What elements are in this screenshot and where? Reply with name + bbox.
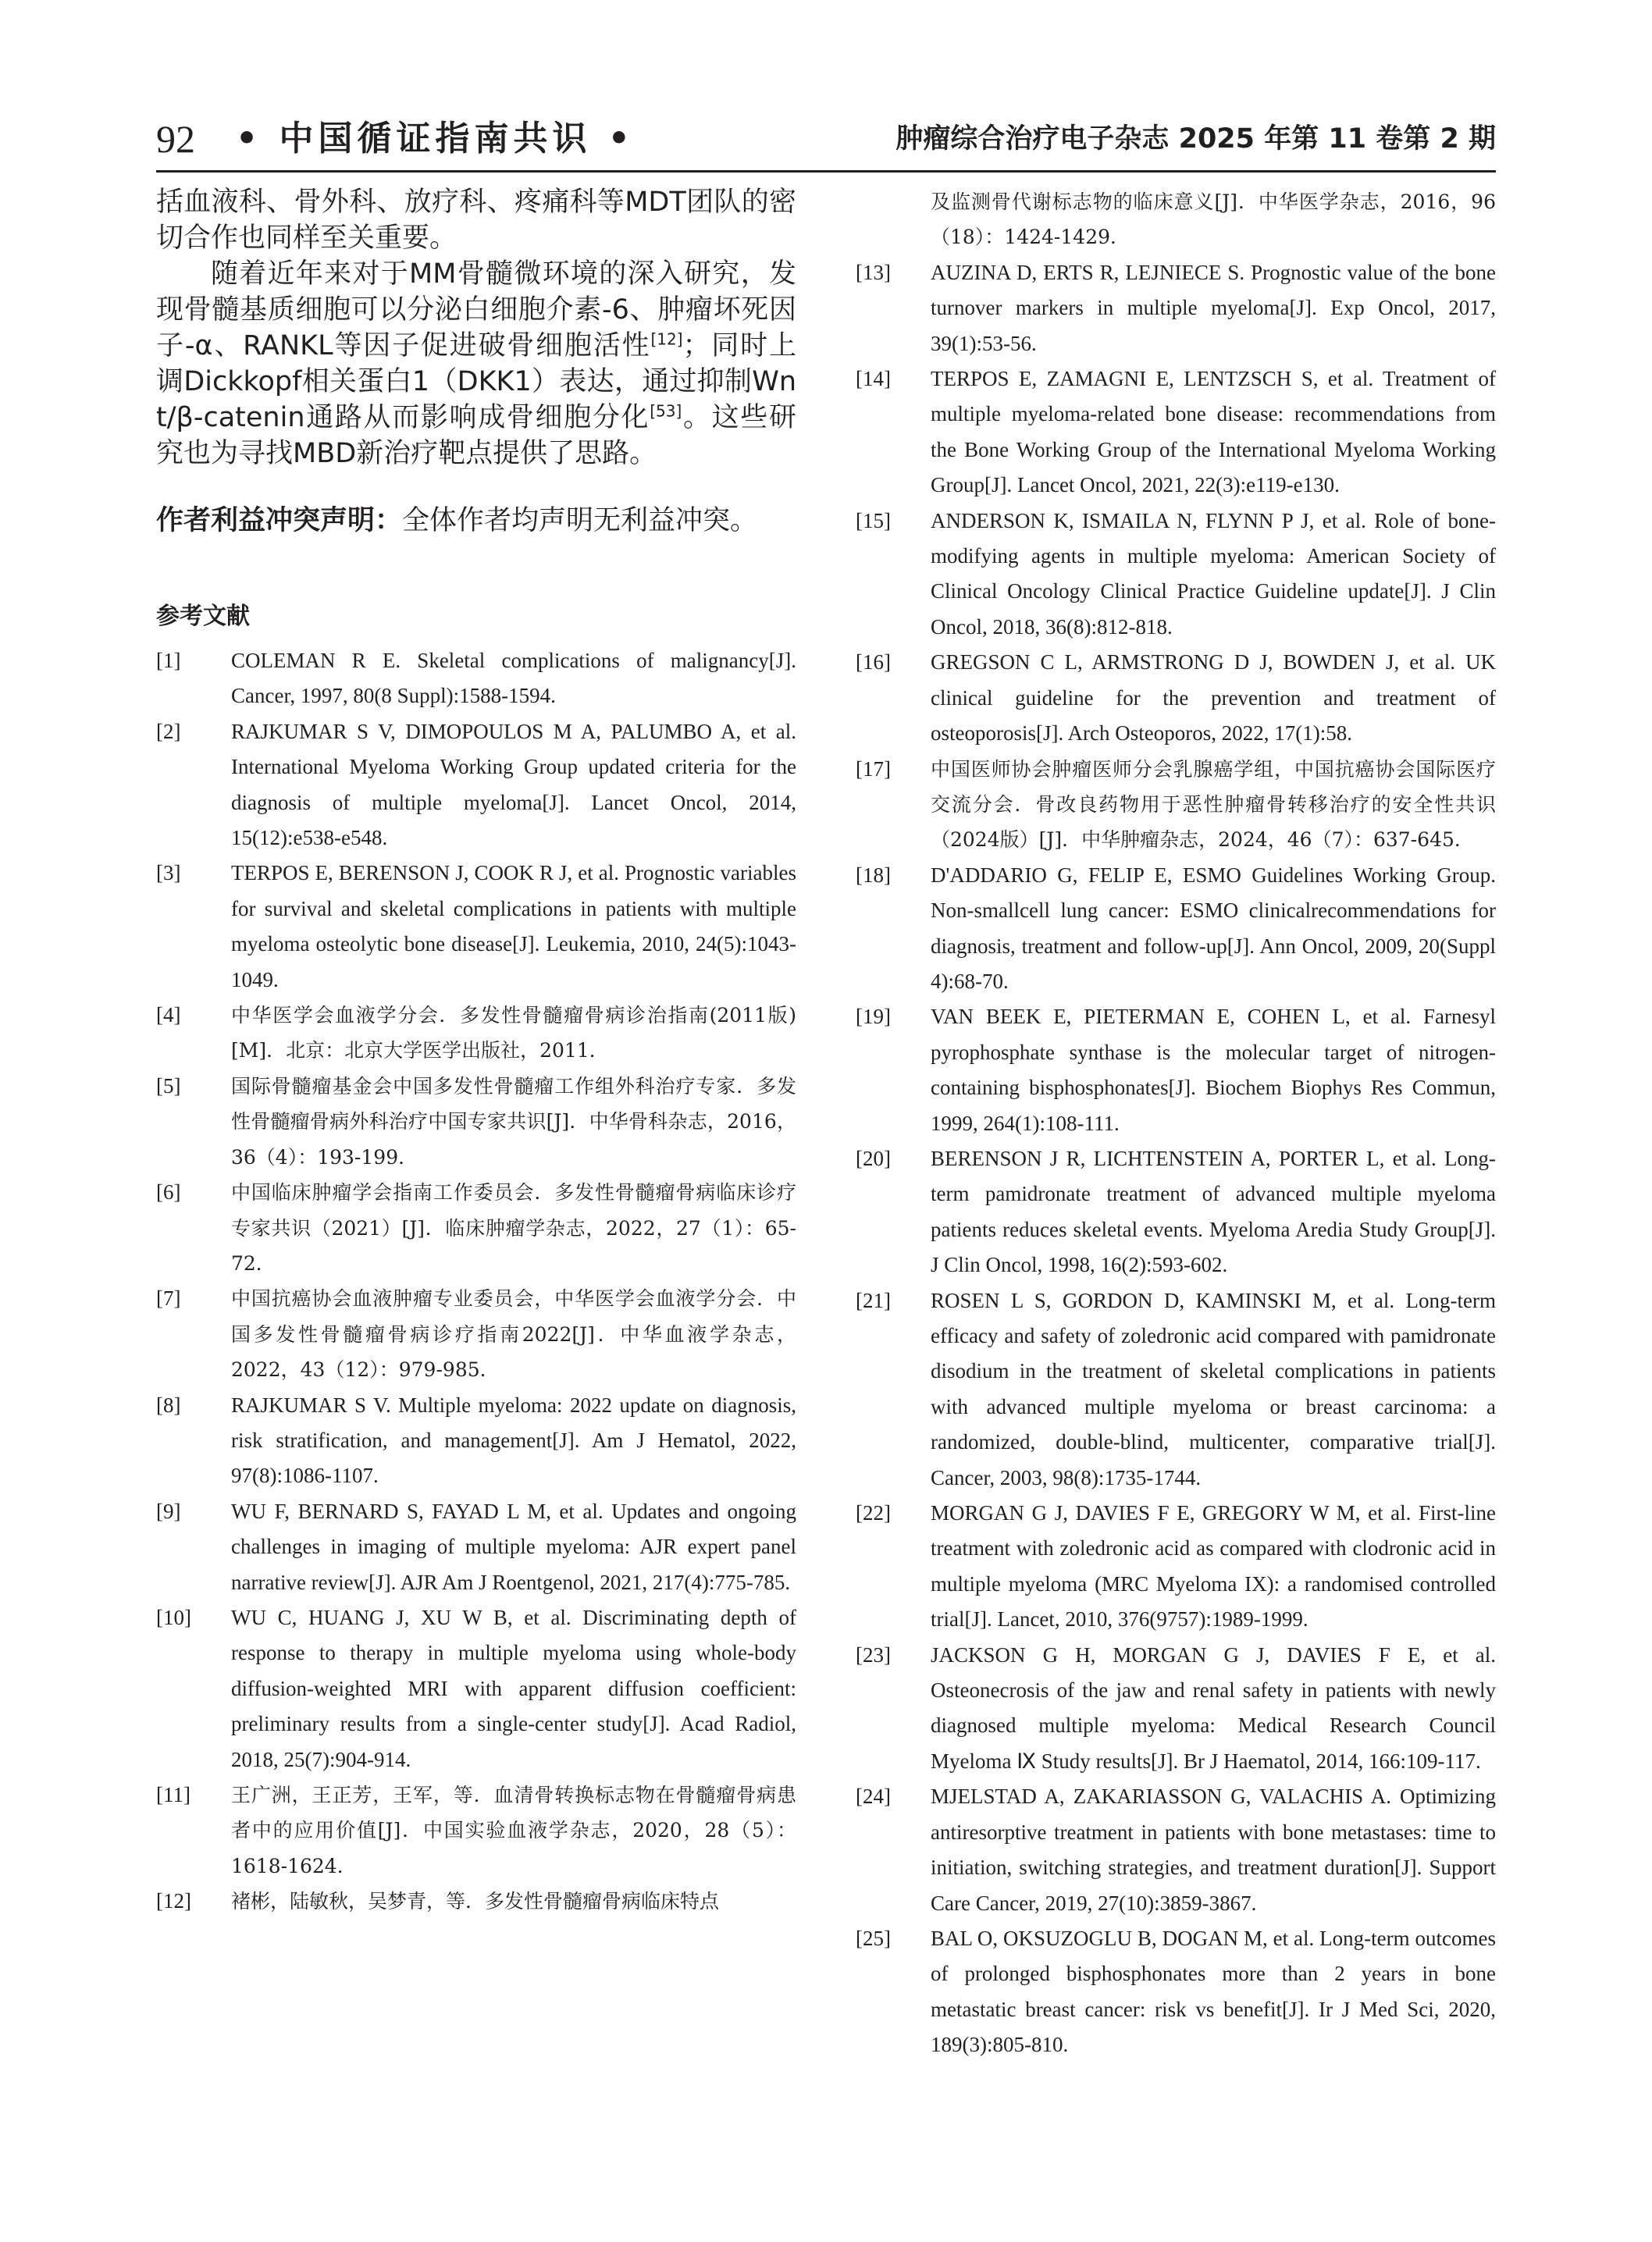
reference-item bbox=[856, 752, 1496, 858]
page-number: 92 bbox=[156, 117, 195, 161]
reference-item bbox=[856, 645, 1496, 751]
reference-text: AUZINA D, ERTS R, LEJNIECE S. Prognostic value of the bone turnover markers in multiple myeloma[J]. Exp Oncol, 2017, 39(1):53-56. bbox=[931, 260, 1496, 355]
reference-text: ANDERSON K, ISMAILA N, FLYNN P J, et al. Role of bone-modifying agents in multiple myeloma: American Society of Clinical Oncology Clinical Practice Guideline update[J]. J Clin Oncol, 2018, 36(8):812-818. bbox=[931, 508, 1496, 639]
reference-number: [20] bbox=[856, 1146, 891, 1170]
references-list-right bbox=[856, 255, 1496, 2063]
reference-number: [4] bbox=[156, 1003, 181, 1027]
reference-number: [13] bbox=[856, 260, 891, 284]
reference-number: [11] bbox=[156, 1783, 190, 1806]
body-text-segment: ；同时上调Dickkopf相关蛋白1（DKK1）表达，通过抑制Wnt/β-catenin通路从而影响成骨细胞分化 bbox=[156, 330, 796, 433]
reference-number: [25] bbox=[856, 1926, 891, 1950]
reference-number: [14] bbox=[856, 367, 891, 391]
reference-item bbox=[156, 1778, 796, 1884]
reference-number: [15] bbox=[856, 508, 891, 532]
reference-number: [3] bbox=[156, 861, 181, 885]
reference-number: [6] bbox=[156, 1180, 181, 1205]
reference-number: [2] bbox=[156, 719, 181, 743]
reference-number: [23] bbox=[856, 1642, 891, 1667]
reference-text: 中国医师协会肿瘤医师分会乳腺癌学组，中国抗癌协会国际医疗交流分会．骨改良药物用于恶性肿瘤骨转移治疗的安全性共识（2024版）[J]．中华肿瘤杂志，2024，46（7）：637-645． bbox=[931, 757, 1496, 852]
reference-number: [16] bbox=[856, 650, 891, 674]
reference-item bbox=[156, 714, 796, 856]
reference-text: 中国临床肿瘤学会指南工作委员会．多发性骨髓瘤骨病临床诊疗专家共识（2021）[J]．临床肿瘤学杂志，2022，27（1）：65-72． bbox=[231, 1181, 796, 1275]
body-paragraph-2 bbox=[156, 256, 796, 472]
reference-text: RAJKUMAR S V. Multiple myeloma: 2022 update on diagnosis, risk stratification, and management[J]. Am J Hematol, 2022, 97(8):1086-1107. bbox=[231, 1393, 796, 1488]
body-paragraph-1: 括血液科、骨外科、放疗科、疼痛科等MDT团队的密切合作也同样至关重要。 bbox=[156, 187, 796, 254]
reference-item bbox=[156, 1175, 796, 1281]
reference-number: [8] bbox=[156, 1393, 181, 1417]
reference-number: [24] bbox=[856, 1785, 891, 1809]
reference-text: 中华医学会血液学分会．多发性骨髓瘤骨病诊治指南(2011版)[M]．北京：北京大学医学出版社，2011． bbox=[231, 1004, 796, 1062]
reference-item bbox=[156, 643, 796, 714]
citation: [12] bbox=[650, 329, 683, 349]
reference-item bbox=[856, 1496, 1496, 1638]
reference-text: 中国抗癌协会血液肿瘤专业委员会，中华医学会血液学分会．中国多发性骨髓瘤骨病诊疗指南2022[J]．中华血液学杂志，2022，43（12）：979-985． bbox=[231, 1287, 796, 1382]
reference-text: 褚彬，陆敏秋，吴梦青，等．多发性骨髓瘤骨病临床特点 bbox=[231, 1890, 720, 1913]
reference-text: TERPOS E, BERENSON J, COOK R J, et al. Prognostic variables for survival and skeletal complications in patients with multiple myeloma osteolytic bone disease[J]. Leukemia, 2010, 24(5):1043-1049. bbox=[231, 861, 796, 991]
reference-item bbox=[156, 856, 796, 998]
reference-number: [12] bbox=[156, 1889, 191, 1913]
reference-number: [5] bbox=[156, 1073, 181, 1098]
reference-text: WU C, HUANG J, XU W B, et al. Discriminating depth of response to therapy in multiple myeloma using whole-body diffusion-weighted MRI with apparent diffusion coefficient: preliminary results from a single-center study[J]. Acad Radiol, 2018, 25(7):904-914. bbox=[231, 1605, 796, 1771]
citation: [53] bbox=[650, 401, 682, 421]
reference-number: [9] bbox=[156, 1499, 181, 1523]
reference-item bbox=[856, 1921, 1496, 2063]
reference-text: BAL O, OKSUZOGLU B, DOGAN M, et al. Long-term outcomes of prolonged bisphosphonates more than 2 years in bone metastatic breast cancer: risk vs benefit[J]. Ir J Med Sci, 2020, 189(3):805-810. bbox=[931, 1926, 1496, 2057]
reference-text: RAJKUMAR S V, DIMOPOULOS M A, PALUMBO A, et al. International Myeloma Working Group updated criteria for the diagnosis of multiple myeloma[J]. Lancet Oncol, 2014, 15(12):e538-e548. bbox=[231, 719, 796, 850]
reference-item bbox=[856, 1779, 1496, 1921]
reference-text: JACKSON G H, MORGAN G J, DAVIES F E, et al. Osteonecrosis of the jaw and renal safety in patients with newly diagnosed multiple myeloma: Medical Research Council Myeloma Ⅸ Study results[J]. Br J Haematol, 2014, 166:109-117. bbox=[931, 1642, 1496, 1773]
body-text-segment: 。这些研究也为寻找MBD新治疗靶点提供了思路。 bbox=[156, 402, 796, 469]
reference-text: VAN BEEK E, PIETERMAN E, COHEN L, et al. Farnesyl pyrophosphate synthase is the molecular target of nitrogen-containing bisphosphonates[J]. Biochem Biophys Res Commun, 1999, 264(1):108-111. bbox=[931, 1005, 1496, 1135]
references-list-left bbox=[156, 643, 796, 1920]
conflict-label: 作者利益冲突声明： bbox=[156, 505, 403, 536]
reference-item bbox=[156, 1388, 796, 1494]
reference-text: COLEMAN R E. Skeletal complications of malignancy[J]. Cancer, 1997, 80(8 Suppl):1588-1594. bbox=[231, 649, 796, 708]
reference-item bbox=[156, 1884, 796, 1919]
series-title: • 中国循证指南共识 • bbox=[236, 119, 635, 158]
body-text-segment: 随着近年来对于MM骨髓微环境的深入研究，发现骨髓基质细胞可以分泌白细胞介素-6、肿瘤坏死因子-α、RANKL等因子促进破骨细胞活性 bbox=[156, 258, 796, 361]
reference-item bbox=[856, 858, 1496, 1000]
reference-item bbox=[856, 255, 1496, 361]
reference-item bbox=[156, 1281, 796, 1387]
reference-text: 王广洲，王正芳，王军，等．血清骨转换标志物在骨髓瘤骨病患者中的应用价值[J]．中国实验血液学杂志，2020，28（5）：1618-1624． bbox=[231, 1784, 796, 1877]
right-column bbox=[856, 184, 1496, 2063]
reference-text: TERPOS E, ZAMAGNI E, LENTZSCH S, et al. Treatment of multiple myeloma-related bone disease: recommendations from the Bone Working Group of the International Myeloma Working Group[J]. Lancet Oncol, 2021, 22(3):e119-e130. bbox=[931, 367, 1496, 497]
reference-number: [1] bbox=[156, 649, 181, 672]
reference-text: WU F, BERNARD S, FAYAD L M, et al. Updates and ongoing challenges in imaging of multiple myeloma: AJR expert panel narrative review[J]. AJR Am J Roentgenol, 2021, 217(4):775-785. bbox=[231, 1499, 796, 1594]
left-column bbox=[156, 184, 796, 1920]
conflict-text: 全体作者均声明无利益冲突。 bbox=[402, 505, 758, 536]
reference-number: [22] bbox=[856, 1501, 891, 1525]
reference-item bbox=[856, 1638, 1496, 1780]
reference-item bbox=[856, 999, 1496, 1141]
reference-text: BERENSON J R, LICHTENSTEIN A, PORTER L, et al. Long-term pamidronate treatment of advanced multiple myeloma patients reduces skeletal events. Myeloma Aredia Study Group[J]. J Clin Oncol, 1998, 16(2):593-602. bbox=[931, 1146, 1496, 1277]
reference-number: [18] bbox=[856, 863, 891, 887]
reference-item bbox=[156, 998, 796, 1069]
reference-continuation bbox=[856, 184, 1496, 255]
reference-item bbox=[156, 1069, 796, 1175]
reference-text: 国际骨髓瘤基金会中国多发性骨髓瘤工作组外科治疗专家．多发性骨髓瘤骨病外科治疗中国专家共识[J]．中华骨科杂志，2016，36（4）：193-199． bbox=[231, 1074, 796, 1169]
references-heading: 参考文献 bbox=[156, 603, 250, 630]
reference-item bbox=[856, 1141, 1496, 1283]
reference-text: D'ADDARIO G, FELIP E, ESMO Guidelines Working Group. Non-smallcell lung cancer: ESMO clinicalrecommendations for diagnosis, treatment and follow-up[J]. Ann Oncol, 2009, 20(Suppl 4):68-70. bbox=[931, 863, 1496, 993]
reference-text: 及监测骨代谢标志物的临床意义[J]．中华医学杂志，2016，96（18）：1424-1429． bbox=[931, 190, 1496, 249]
reference-item bbox=[856, 361, 1496, 504]
reference-number: [19] bbox=[856, 1005, 891, 1029]
reference-number: [21] bbox=[856, 1288, 891, 1312]
reference-number: [17] bbox=[856, 756, 891, 781]
page-header bbox=[156, 108, 1496, 170]
reference-number: [7] bbox=[156, 1286, 181, 1311]
reference-item bbox=[856, 1283, 1496, 1496]
reference-text: GREGSON C L, ARMSTRONG D J, BOWDEN J, et al. UK clinical guideline for the prevention and treatment of osteoporosis[J]. Arch Osteoporos, 2022, 17(1):58. bbox=[931, 650, 1496, 746]
conflict-statement bbox=[156, 503, 796, 539]
reference-text: ROSEN L S, GORDON D, KAMINSKI M, et al. Long-term efficacy and safety of zoledronic acid compared with pamidronate disodium in the treatment of skeletal complications in patients with advanced multiple myeloma or breast carcinoma: a randomized, double-blind, multicenter, comparative trial[J]. Cancer, 2003, 98(8):1735-1744. bbox=[931, 1288, 1496, 1489]
reference-item bbox=[156, 1494, 796, 1600]
reference-text: MORGAN G J, DAVIES F E, GREGORY W M, et al. First-line treatment with zoledronic acid as compared with clodronic acid in multiple myeloma (MRC Myeloma IX): a randomised controlled trial[J]. Lancet, 2010, 376(9757):1989-1999. bbox=[931, 1501, 1496, 1632]
reference-text: MJELSTAD A, ZAKARIASSON G, VALACHIS A. Optimizing antiresorptive treatment in patients with bone metastases: time to initiation, switching strategies, and treatment duration[J]. Support Care Cancer, 2019, 27(10):3859-3867. bbox=[931, 1785, 1496, 1915]
reference-item bbox=[156, 1600, 796, 1778]
reference-item bbox=[856, 504, 1496, 646]
header-rule bbox=[156, 170, 1496, 173]
journal-info: 肿瘤综合治疗电子杂志 2025 年第 11 卷第 2 期 bbox=[895, 123, 1496, 155]
reference-number: [10] bbox=[156, 1605, 191, 1629]
